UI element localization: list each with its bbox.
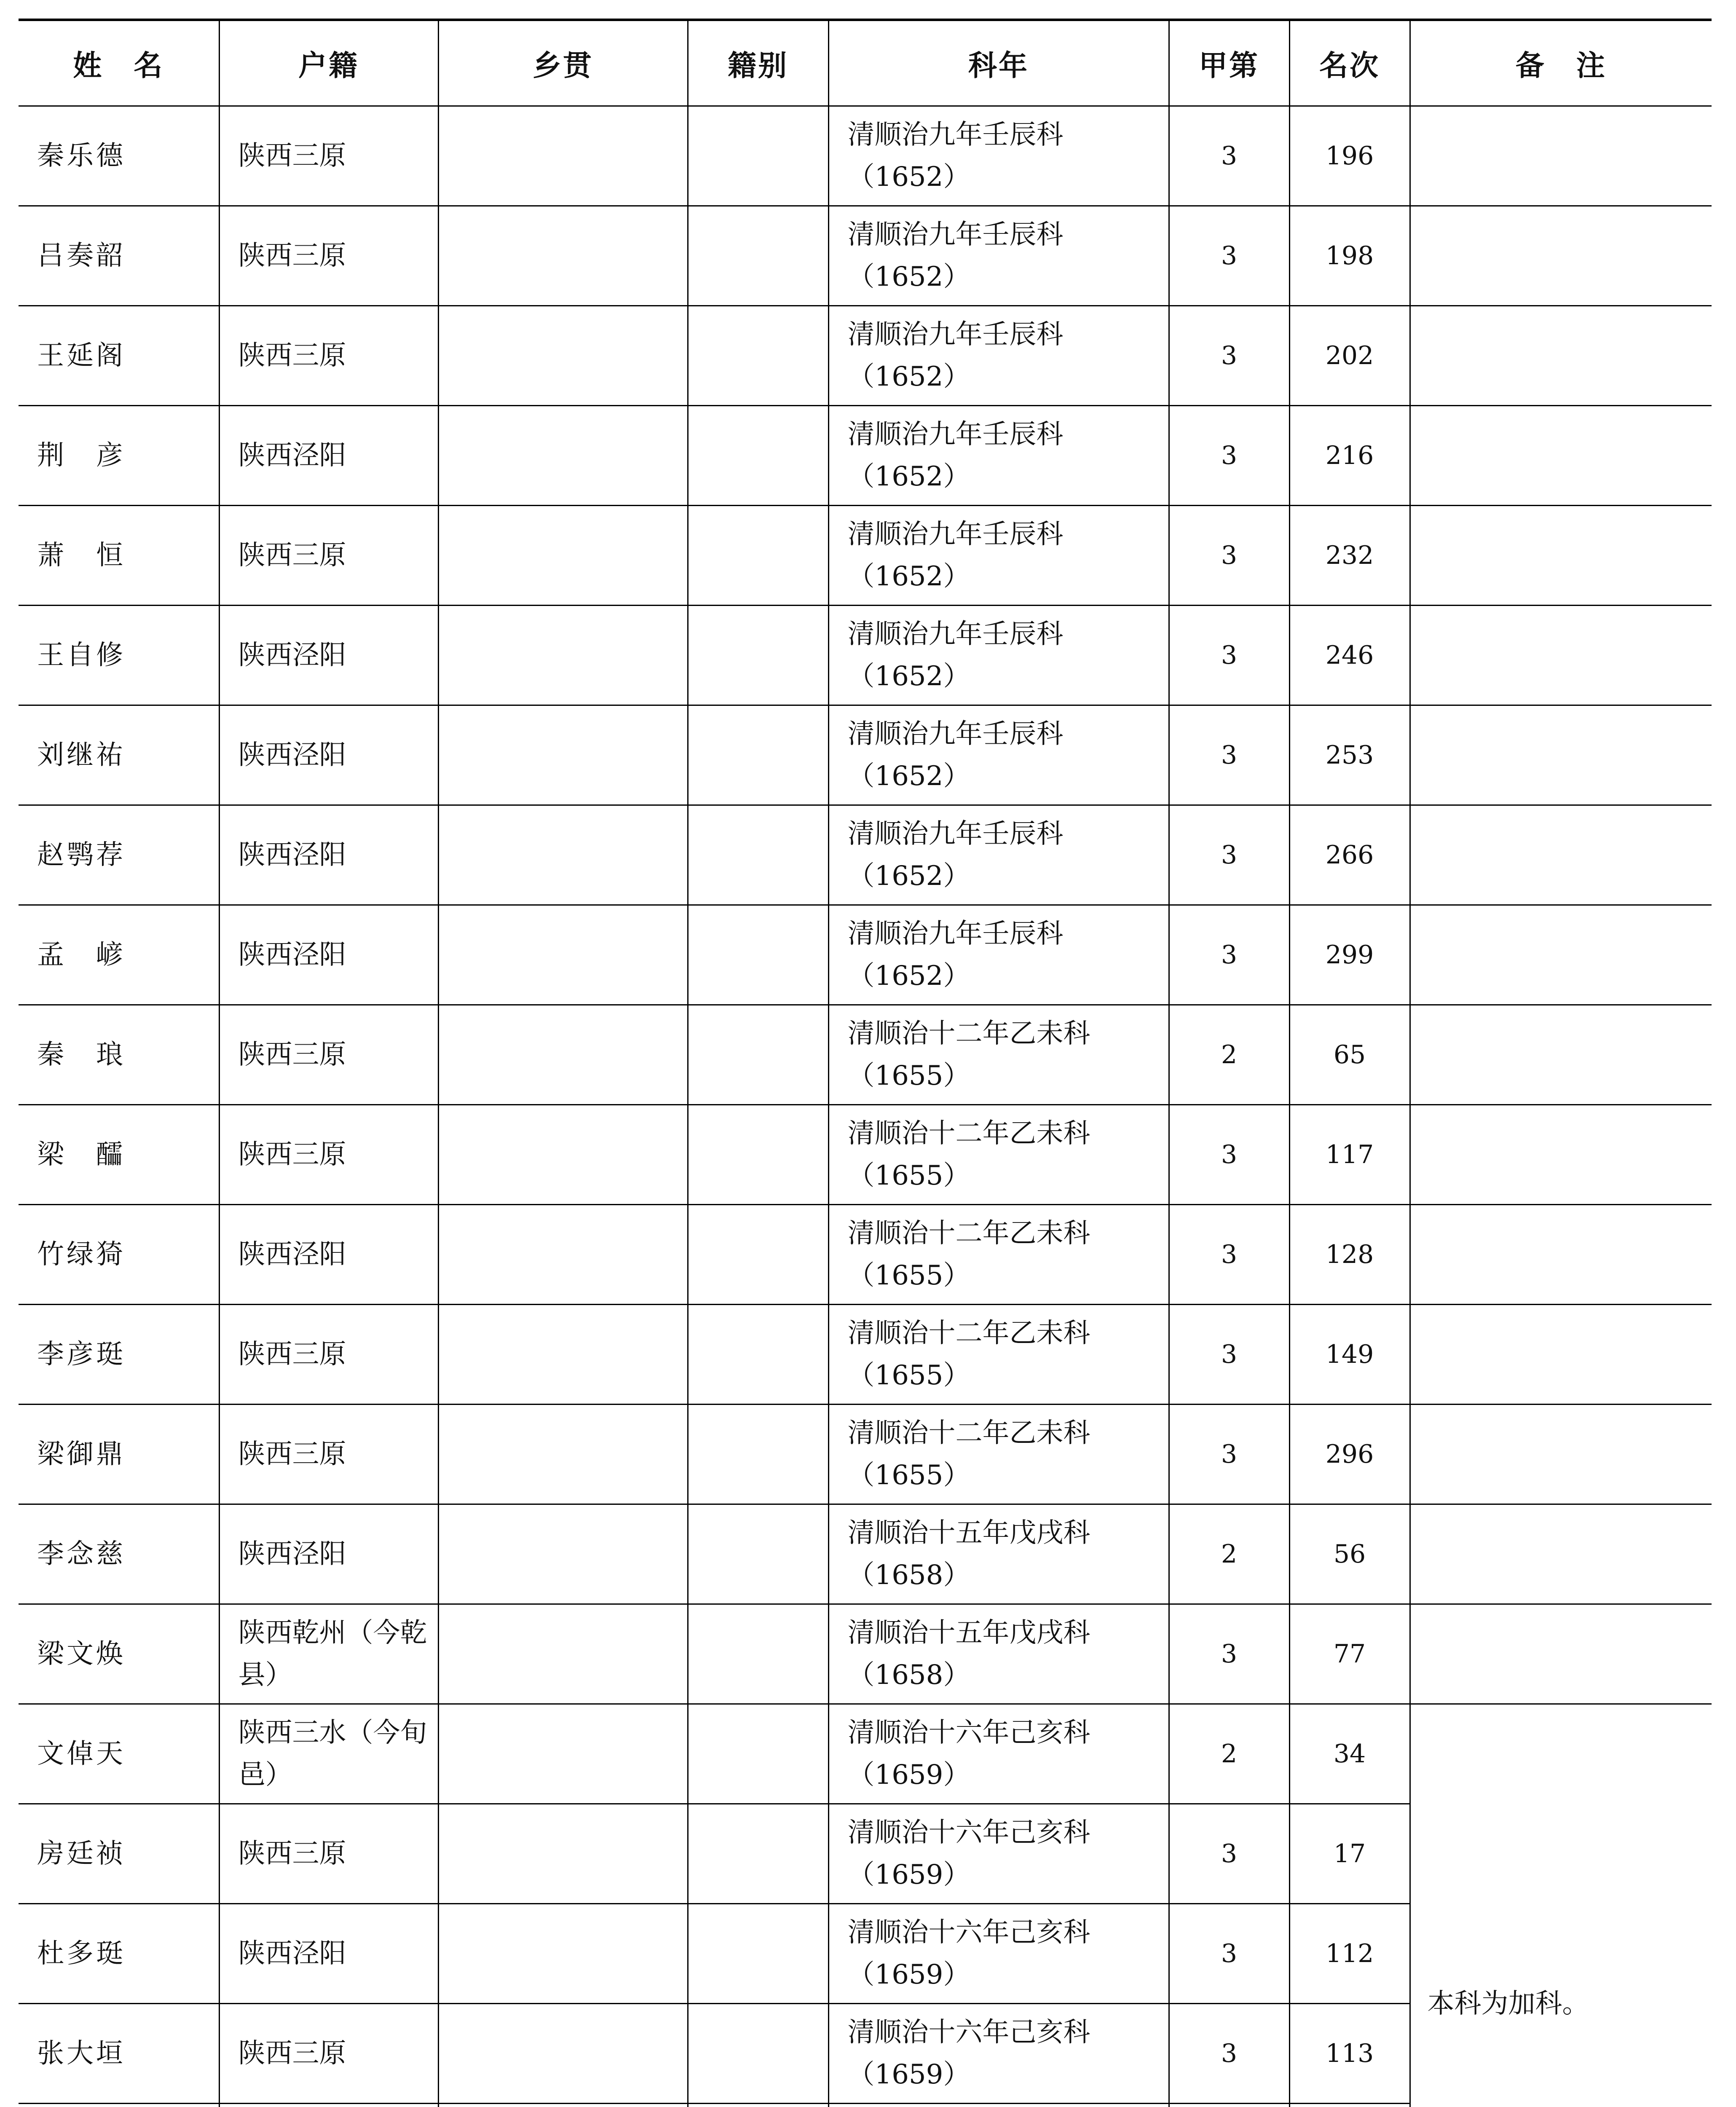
- cell-xiangguan: [438, 1105, 688, 1205]
- table-row: [19, 1105, 1712, 1205]
- cell-mingci: 113: [1289, 2004, 1410, 2104]
- cell-name: [19, 2104, 219, 2107]
- cell-note: [1410, 306, 1712, 406]
- cell-huji: 陕西三水（今旬邑）: [219, 1704, 438, 1804]
- table-row: [19, 1604, 1712, 1704]
- cell-jiadi: 2: [1169, 1504, 1289, 1604]
- cell-xiangguan: [438, 1704, 688, 1804]
- header-jiadi: 甲第: [1169, 20, 1289, 106]
- header-xiangguan: 乡贯: [438, 20, 688, 106]
- cell-name: 赵鹗荐: [19, 805, 219, 905]
- cell-kenian: 清顺治十六年己亥科（1659）: [828, 2004, 1169, 2104]
- cell-kenian: [828, 2104, 1169, 2107]
- table-row: [19, 705, 1712, 805]
- table-body: [19, 106, 1712, 2107]
- cell-jiadi: 3: [1169, 1405, 1289, 1504]
- cell-huji: 陕西三原: [219, 1105, 438, 1205]
- cell-mingci: 65: [1289, 1005, 1410, 1105]
- cell-jibie: [688, 1604, 828, 1704]
- cell-jiadi: 3: [1169, 1305, 1289, 1405]
- cell-jibie: [688, 1305, 828, 1405]
- cell-huji: 陕西三原: [219, 306, 438, 406]
- cell-jibie: [688, 1704, 828, 1804]
- cell-kenian: 清顺治十六年己亥科（1659）: [828, 1804, 1169, 1904]
- cell-note: [1410, 1504, 1712, 1604]
- cell-mingci: 299: [1289, 905, 1410, 1005]
- cell-mingci: 117: [1289, 1105, 1410, 1205]
- cell-name: 李彦珽: [19, 1305, 219, 1405]
- cell-mingci: 112: [1289, 1904, 1410, 2004]
- cell-xiangguan: [438, 406, 688, 506]
- cell-jiadi: 3: [1169, 705, 1289, 805]
- cell-kenian: 清顺治九年壬辰科（1652）: [828, 106, 1169, 206]
- cell-kenian: 清顺治十二年乙未科（1655）: [828, 1105, 1169, 1205]
- table-row: [19, 905, 1712, 1005]
- cell-jiadi: 3: [1169, 1904, 1289, 2004]
- cell-xiangguan: [438, 805, 688, 905]
- table-row: [19, 1405, 1712, 1504]
- cell-note: [1410, 905, 1712, 1005]
- table-row: [19, 805, 1712, 905]
- cell-huji: 陕西泾阳: [219, 905, 438, 1005]
- cell-name: 杜多珽: [19, 1904, 219, 2004]
- cell-huji: 陕西泾阳: [219, 406, 438, 506]
- cell-xiangguan: [438, 606, 688, 705]
- cell-jiadi: 3: [1169, 905, 1289, 1005]
- cell-mingci: 246: [1289, 606, 1410, 705]
- table-row: [19, 206, 1712, 306]
- cell-note: [1410, 1005, 1712, 1105]
- header-mingci: 名次: [1289, 20, 1410, 106]
- cell-jibie: [688, 506, 828, 606]
- cell-kenian: 清顺治九年壬辰科（1652）: [828, 206, 1169, 306]
- table-row: [19, 406, 1712, 506]
- cell-xiangguan: [438, 1405, 688, 1504]
- cell-name: 竹绿猗: [19, 1205, 219, 1305]
- cell-note: [1410, 406, 1712, 506]
- cell-huji: 陕西三原: [219, 1305, 438, 1405]
- cell-kenian: 清顺治十五年戊戌科（1658）: [828, 1504, 1169, 1604]
- cell-huji: 陕西三原: [219, 2004, 438, 2104]
- cell-mingci: 149: [1289, 1305, 1410, 1405]
- cell-jiadi: 3: [1169, 106, 1289, 206]
- cell-mingci: 56: [1289, 1504, 1410, 1604]
- header-jibie: 籍别: [688, 20, 828, 106]
- cell-kenian: 清顺治十二年乙未科（1655）: [828, 1305, 1169, 1405]
- cell-kenian: 清顺治十二年乙未科（1655）: [828, 1405, 1169, 1504]
- cell-jiadi: 3: [1169, 406, 1289, 506]
- cell-jiadi: 3: [1169, 606, 1289, 705]
- cell-xiangguan: [438, 106, 688, 206]
- cell-kenian: 清顺治十六年己亥科（1659）: [828, 1904, 1169, 2004]
- cell-note: [1410, 1205, 1712, 1305]
- table-row: [19, 506, 1712, 606]
- table-row: [19, 106, 1712, 206]
- cell-huji: 陕西三原: [219, 506, 438, 606]
- cell-mingci: 232: [1289, 506, 1410, 606]
- cell-kenian: 清顺治九年壬辰科（1652）: [828, 406, 1169, 506]
- cell-jibie: [688, 306, 828, 406]
- cell-xiangguan: [438, 306, 688, 406]
- cell-xiangguan: [438, 2004, 688, 2104]
- cell-note: [1410, 1305, 1712, 1405]
- cell-jiadi: 2: [1169, 1005, 1289, 1105]
- cell-kenian: 清顺治十五年戊戌科（1658）: [828, 1604, 1169, 1704]
- cell-note: [1410, 805, 1712, 905]
- cell-xiangguan: [438, 1604, 688, 1704]
- cell-name: 秦 琅: [19, 1005, 219, 1105]
- cell-note-merged: 本科为加科。: [1410, 1704, 1712, 2107]
- cell-jibie: [688, 1405, 828, 1504]
- table-row: [19, 1205, 1712, 1305]
- cell-name: 王延阁: [19, 306, 219, 406]
- cell-huji: 陕西泾阳: [219, 1205, 438, 1305]
- cell-kenian: 清顺治九年壬辰科（1652）: [828, 506, 1169, 606]
- cell-xiangguan: [438, 1504, 688, 1604]
- cell-name: 文倬天: [19, 1704, 219, 1804]
- table-row: [19, 1305, 1712, 1405]
- cell-jibie: [688, 1504, 828, 1604]
- cell-name: 李念慈: [19, 1504, 219, 1604]
- cell-kenian: 清顺治九年壬辰科（1652）: [828, 905, 1169, 1005]
- cell-huji: 陕西泾阳: [219, 705, 438, 805]
- cell-huji: 陕西三原: [219, 1804, 438, 1904]
- cell-jibie: [688, 2004, 828, 2104]
- cell-name: 秦乐德: [19, 106, 219, 206]
- cell-jibie: [688, 705, 828, 805]
- cell-mingci: 196: [1289, 106, 1410, 206]
- cell-name: 王自修: [19, 606, 219, 705]
- cell-jibie: [688, 606, 828, 705]
- cell-jiadi: 3: [1169, 1105, 1289, 1205]
- table-row: [19, 1504, 1712, 1604]
- cell-jiadi: 3: [1169, 1804, 1289, 1904]
- cell-jiadi: 3: [1169, 805, 1289, 905]
- cell-kenian: 清顺治九年壬辰科（1652）: [828, 306, 1169, 406]
- cell-name: 刘继祐: [19, 705, 219, 805]
- cell-mingci: 253: [1289, 705, 1410, 805]
- cell-name: 孟 嵃: [19, 905, 219, 1005]
- cell-jiadi: 3: [1169, 206, 1289, 306]
- header-name: 姓 名: [19, 20, 219, 106]
- cell-kenian: 清顺治十二年乙未科（1655）: [828, 1205, 1169, 1305]
- cell-huji: 陕西泾阳: [219, 805, 438, 905]
- cell-note: [1410, 506, 1712, 606]
- cell-huji: 陕西泾阳: [219, 1504, 438, 1604]
- cell-note: [1410, 106, 1712, 206]
- cell-note: [1410, 206, 1712, 306]
- cell-huji: [219, 2104, 438, 2107]
- cell-name: 吕奏韶: [19, 206, 219, 306]
- cell-jiadi: 3: [1169, 2004, 1289, 2104]
- cell-jiadi: 3: [1169, 1604, 1289, 1704]
- cell-mingci: 198: [1289, 206, 1410, 306]
- table-row: [19, 306, 1712, 406]
- cell-note: [1410, 606, 1712, 705]
- cell-mingci: 77: [1289, 1604, 1410, 1704]
- cell-kenian: 清顺治九年壬辰科（1652）: [828, 606, 1169, 705]
- cell-xiangguan: [438, 506, 688, 606]
- cell-mingci: 34: [1289, 1704, 1410, 1804]
- cell-name: 房廷祯: [19, 1804, 219, 1904]
- cell-jiadi: [1169, 2104, 1289, 2107]
- cell-xiangguan: [438, 1305, 688, 1405]
- cell-kenian: 清顺治十六年己亥科（1659）: [828, 1704, 1169, 1804]
- cell-jiadi: 3: [1169, 1205, 1289, 1305]
- cell-name: 梁 醽: [19, 1105, 219, 1205]
- cell-xiangguan: [438, 2104, 688, 2107]
- jinshi-table: [19, 19, 1712, 2107]
- cell-jibie: [688, 106, 828, 206]
- header-note: 备 注: [1410, 20, 1712, 106]
- cell-mingci: 128: [1289, 1205, 1410, 1305]
- cell-name: 梁文焕: [19, 1604, 219, 1704]
- cell-xiangguan: [438, 1005, 688, 1105]
- cell-name: 萧 恒: [19, 506, 219, 606]
- header-huji: 户籍: [219, 20, 438, 106]
- cell-jibie: [688, 1105, 828, 1205]
- cell-xiangguan: [438, 905, 688, 1005]
- cell-jiadi: 2: [1169, 1704, 1289, 1804]
- cell-huji: 陕西三原: [219, 1005, 438, 1105]
- cell-jibie: [688, 1205, 828, 1305]
- cell-jibie: [688, 805, 828, 905]
- table-row: [19, 1704, 1712, 1804]
- cell-jibie: [688, 905, 828, 1005]
- cell-huji: 陕西三原: [219, 106, 438, 206]
- cell-jibie: [688, 206, 828, 306]
- cell-name: 张大垣: [19, 2004, 219, 2104]
- cell-huji: 陕西泾阳: [219, 606, 438, 705]
- table-row: [19, 606, 1712, 705]
- cell-mingci: 266: [1289, 805, 1410, 905]
- cell-kenian: 清顺治十二年乙未科（1655）: [828, 1005, 1169, 1105]
- cell-mingci: 216: [1289, 406, 1410, 506]
- cell-huji: 陕西三原: [219, 1405, 438, 1504]
- table-row: [19, 1005, 1712, 1105]
- cell-note: [1410, 1405, 1712, 1504]
- cell-huji: 陕西乾州（今乾县）: [219, 1604, 438, 1704]
- cell-jiadi: 3: [1169, 306, 1289, 406]
- cell-jibie: [688, 2104, 828, 2107]
- cell-mingci: [1289, 2104, 1410, 2107]
- cell-xiangguan: [438, 1804, 688, 1904]
- cell-huji: 陕西三原: [219, 206, 438, 306]
- cell-mingci: 202: [1289, 306, 1410, 406]
- cell-xiangguan: [438, 1904, 688, 2004]
- cell-xiangguan: [438, 206, 688, 306]
- cell-jibie: [688, 406, 828, 506]
- header-row: [19, 20, 1712, 106]
- cell-huji: 陕西泾阳: [219, 1904, 438, 2004]
- cell-xiangguan: [438, 1205, 688, 1305]
- cell-jibie: [688, 1804, 828, 1904]
- cell-kenian: 清顺治九年壬辰科（1652）: [828, 705, 1169, 805]
- cell-jiadi: 3: [1169, 506, 1289, 606]
- cell-note: [1410, 1105, 1712, 1205]
- header-kenian: 科年: [828, 20, 1169, 106]
- cell-kenian: 清顺治九年壬辰科（1652）: [828, 805, 1169, 905]
- cell-name: 荆 彦: [19, 406, 219, 506]
- cell-note: [1410, 1604, 1712, 1704]
- cell-jibie: [688, 1005, 828, 1105]
- cell-xiangguan: [438, 705, 688, 805]
- cell-note: [1410, 705, 1712, 805]
- cell-mingci: 17: [1289, 1804, 1410, 1904]
- cell-mingci: 296: [1289, 1405, 1410, 1504]
- cell-jibie: [688, 1904, 828, 2004]
- cell-name: 梁御鼎: [19, 1405, 219, 1504]
